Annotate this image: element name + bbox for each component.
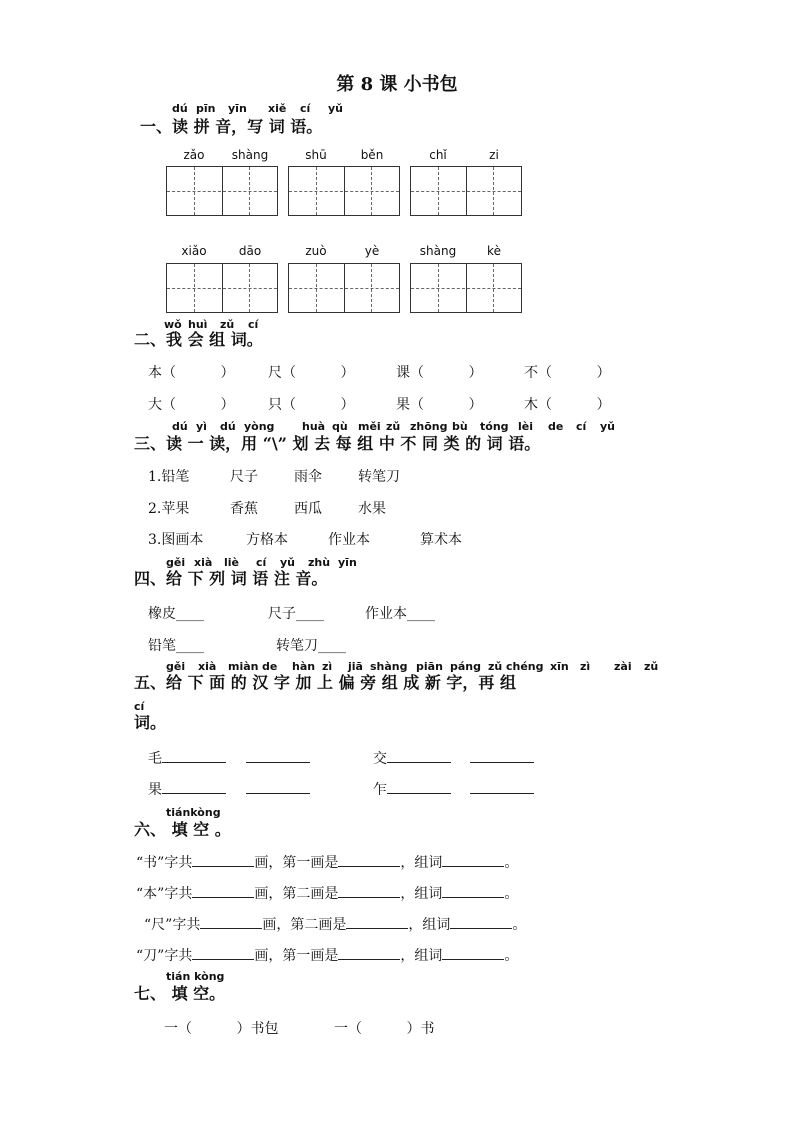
pinyin: yīn <box>228 102 247 115</box>
pinyin-label: shàng <box>231 148 269 162</box>
section-1-heading: 一、读 拼 音，写 词 语。 <box>140 117 323 136</box>
answer-blank[interactable] <box>346 914 408 929</box>
s6-text: 。 <box>504 886 519 902</box>
s5-blank-wrap <box>470 748 534 767</box>
s1-row2-pinyin <box>166 244 526 260</box>
answer-blank[interactable] <box>470 779 534 794</box>
pinyin: yòng <box>244 420 275 433</box>
s6-text: ，组词 <box>400 886 443 902</box>
s6-text: ，组词 <box>408 917 451 933</box>
pinyin: de <box>262 660 278 673</box>
s5-row <box>148 779 226 799</box>
writing-grid[interactable] <box>288 166 400 216</box>
pinyin: tián kòng <box>166 970 225 983</box>
answer-blank[interactable] <box>192 883 254 898</box>
pinyin: hàn <box>292 660 316 673</box>
section-3-heading: 三、读 一 读，用 “\” 划 去 每 组 中 不 同 类 的 词 语。 <box>134 434 541 453</box>
pinyin-label: yè <box>364 244 380 258</box>
pinyin: gěi <box>166 556 186 569</box>
pinyin: huà <box>302 420 326 433</box>
s6-text: “尺”字共 <box>144 917 201 933</box>
pinyin-label: shū <box>305 148 327 162</box>
s6-text: 画，第一画是 <box>254 855 339 871</box>
s6-text: ，组词 <box>400 948 443 964</box>
pinyin: yīn <box>338 556 357 569</box>
s5-char: 交 <box>373 751 387 767</box>
pinyin: chéng <box>506 660 544 673</box>
answer-blank[interactable] <box>192 852 254 867</box>
pinyin: xià <box>198 660 217 673</box>
pinyin: pīn <box>196 102 216 115</box>
s3-word: 尺子 <box>230 469 258 485</box>
answer-blank[interactable] <box>442 883 504 898</box>
s2-item: 课（ ） <box>396 365 483 381</box>
writing-grid[interactable] <box>410 263 522 313</box>
pinyin: dú <box>220 420 236 433</box>
s5-char: 毛 <box>148 751 162 767</box>
s6-line <box>136 945 518 965</box>
writing-grid[interactable] <box>166 166 278 216</box>
s3-word: 作业本 <box>328 532 370 548</box>
answer-blank[interactable] <box>387 748 451 763</box>
section-2-heading: 二、我 会 组 词。 <box>134 330 263 349</box>
s6-text: 。 <box>504 855 519 871</box>
pinyin: dú <box>172 102 188 115</box>
pinyin-label: xiǎo <box>181 244 207 258</box>
s2-item: 尺（ ） <box>268 365 355 381</box>
s6-line <box>136 883 518 903</box>
s6-text: “本”字共 <box>136 886 193 902</box>
answer-blank[interactable] <box>450 914 512 929</box>
pinyin-label: běn <box>360 148 384 162</box>
pinyin: cí <box>256 556 267 569</box>
s6-text: ，组词 <box>400 855 443 871</box>
pinyin: yǔ <box>280 556 296 569</box>
s3-word: 水果 <box>358 501 386 517</box>
pinyin: wǒ <box>164 318 182 331</box>
s2-item: 果（ ） <box>396 397 483 413</box>
s7-item: 一（ ）书包 <box>164 1021 279 1037</box>
pinyin: piān <box>416 660 443 673</box>
pinyin: liè <box>224 556 240 569</box>
answer-blank[interactable] <box>338 852 400 867</box>
pinyin: bù <box>452 420 468 433</box>
s6-line <box>136 852 518 872</box>
answer-blank[interactable] <box>442 852 504 867</box>
pinyin: shàng <box>370 660 408 673</box>
s3-word: 雨伞 <box>294 469 322 485</box>
s5-char: 乍 <box>373 782 387 798</box>
s5-row <box>148 748 226 768</box>
s5-char: 果 <box>148 782 162 798</box>
pinyin: miàn <box>228 660 259 673</box>
s2-item: 木（ ） <box>524 397 611 413</box>
pinyin: yǔ <box>328 102 344 115</box>
pinyin-label: zuò <box>305 244 327 258</box>
pinyin: tiánkòng <box>166 806 221 819</box>
pinyin: xià <box>194 556 213 569</box>
s4-item: 转笔刀____ <box>276 638 346 654</box>
s5-blank-wrap <box>470 779 534 798</box>
answer-blank[interactable] <box>442 945 504 960</box>
pinyin: zì <box>580 660 591 673</box>
pinyin: lèi <box>518 420 534 433</box>
pinyin-label: chǐ <box>429 148 447 162</box>
s5-row <box>373 779 451 799</box>
pinyin: zhōng <box>410 420 448 433</box>
answer-blank[interactable] <box>470 748 534 763</box>
pinyin-label: kè <box>487 244 501 258</box>
s4-item: 作业本____ <box>365 606 435 622</box>
s5-blank-wrap <box>246 779 310 798</box>
s6-text: 画，第一画是 <box>254 948 339 964</box>
s4-item: 尺子____ <box>268 606 324 622</box>
answer-blank[interactable] <box>338 945 400 960</box>
section-5-heading: 五、给 下 面 的 汉 字 加 上 偏 旁 组 成 新 字，再 组 <box>134 673 516 692</box>
pinyin: dú <box>172 420 188 433</box>
s3-word: 方格本 <box>246 532 288 548</box>
pinyin: cí <box>576 420 587 433</box>
s3-word: 3.图画本 <box>148 532 204 548</box>
answer-blank[interactable] <box>246 779 310 794</box>
answer-blank[interactable] <box>162 779 226 794</box>
pinyin-label: shàng <box>419 244 457 258</box>
s1-row2-grids <box>166 263 526 315</box>
pinyin-label: zi <box>489 148 499 162</box>
writing-grid[interactable] <box>288 263 400 313</box>
pinyin: cí <box>248 318 259 331</box>
pinyin: zǔ <box>220 318 235 331</box>
s2-item: 不（ ） <box>524 365 611 381</box>
s7-item: 一（ ）书 <box>334 1021 435 1037</box>
pinyin: zǔ <box>386 420 401 433</box>
page-title: 第 8 课 小书包 <box>336 74 458 95</box>
s2-item: 只（ ） <box>268 397 355 413</box>
pinyin: zǔ <box>488 660 503 673</box>
s6-text: “刀”字共 <box>136 948 193 964</box>
s3-word: 转笔刀 <box>358 469 400 485</box>
pinyin: de <box>548 420 564 433</box>
s6-text: “书”字共 <box>136 855 193 871</box>
answer-blank[interactable] <box>192 945 254 960</box>
answer-blank[interactable] <box>200 914 262 929</box>
section-6-heading: 六、 填 空 。 <box>134 820 231 839</box>
pinyin: yǔ <box>600 420 616 433</box>
pinyin: yì <box>196 420 207 433</box>
s2-item: 大（ ） <box>148 397 235 413</box>
pinyin: gěi <box>166 660 186 673</box>
pinyin: cí <box>300 102 311 115</box>
s3-word: 1.铅笔 <box>148 469 190 485</box>
pinyin: cí <box>134 700 145 713</box>
section-7-heading: 七、 填 空。 <box>134 984 226 1003</box>
answer-blank[interactable] <box>246 748 310 763</box>
s3-word: 2.苹果 <box>148 501 190 517</box>
s6-text: 画，第二画是 <box>254 886 339 902</box>
s3-word: 算术本 <box>420 532 462 548</box>
s2-item: 本（ ） <box>148 365 235 381</box>
pinyin: měi <box>358 420 381 433</box>
s4-item: 橡皮____ <box>148 606 204 622</box>
pinyin: jiā <box>348 660 363 673</box>
s6-line <box>144 914 526 934</box>
pinyin: xiě <box>268 102 287 115</box>
writing-grid[interactable] <box>410 166 522 216</box>
pinyin: tóng <box>480 420 509 433</box>
s3-word: 西瓜 <box>294 501 322 517</box>
s6-text: 。 <box>512 917 527 933</box>
pinyin: xīn <box>550 660 569 673</box>
s1-row1-pinyin <box>166 148 526 164</box>
answer-blank[interactable] <box>387 779 451 794</box>
pinyin-label: dāo <box>238 244 262 258</box>
s5-blank-wrap <box>246 748 310 767</box>
s4-item: 铅笔____ <box>148 638 204 654</box>
s6-text: 画，第二画是 <box>262 917 347 933</box>
pinyin: páng <box>450 660 482 673</box>
pinyin: zì <box>322 660 333 673</box>
s5-row <box>373 748 451 768</box>
pinyin: huì <box>188 318 208 331</box>
s3-word: 香蕉 <box>230 501 258 517</box>
section-5-heading-cont: 词。 <box>134 713 167 732</box>
s1-row1-grids <box>166 166 526 218</box>
pinyin-label: zǎo <box>183 148 205 162</box>
pinyin: zǔ <box>644 660 659 673</box>
pinyin: zhù <box>308 556 331 569</box>
answer-blank[interactable] <box>338 883 400 898</box>
answer-blank[interactable] <box>162 748 226 763</box>
writing-grid[interactable] <box>166 263 278 313</box>
section-4-heading: 四、给 下 列 词 语 注 音。 <box>134 569 328 588</box>
pinyin: zài <box>614 660 632 673</box>
s6-text: 。 <box>504 948 519 964</box>
pinyin: qù <box>332 420 348 433</box>
